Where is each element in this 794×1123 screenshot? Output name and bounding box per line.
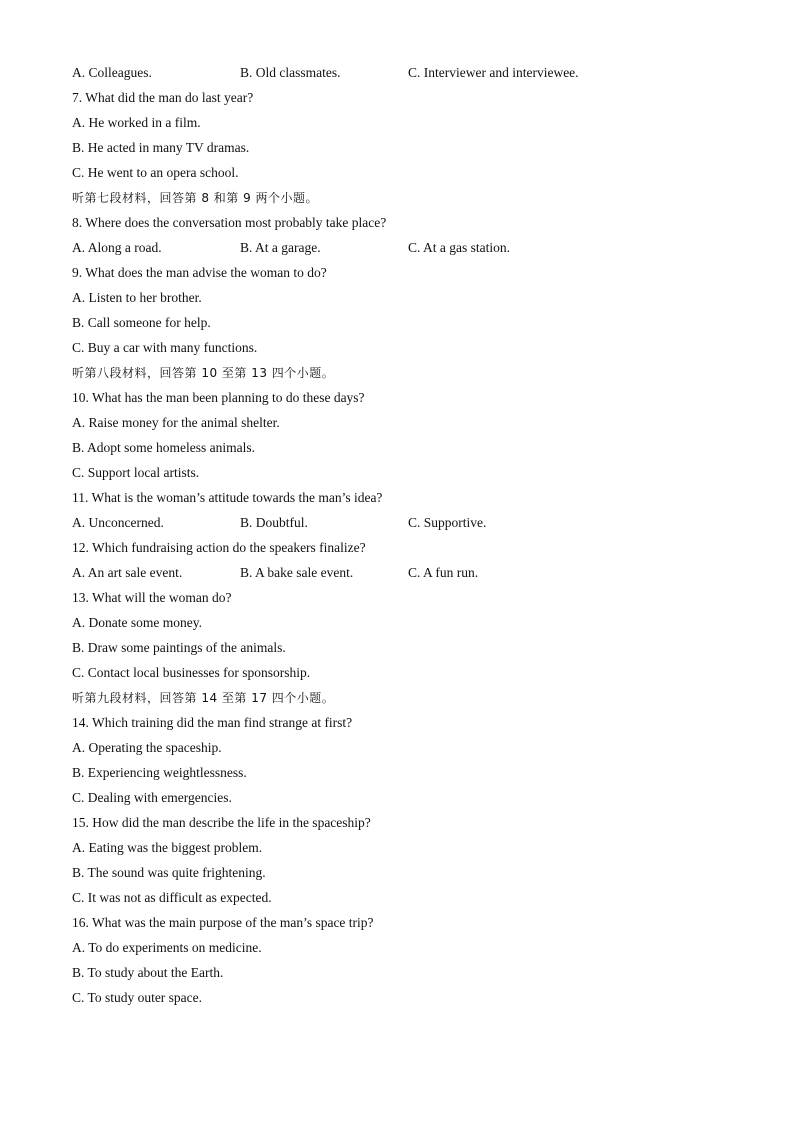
- q12-options: [72, 564, 732, 589]
- q11-option-b: B. Doubtful.: [240, 515, 308, 530]
- q16-option-c: C. To study outer space.: [72, 990, 203, 1005]
- q7-question: 7. What did the man do last year?: [72, 90, 254, 105]
- section-9-instruction: 听第九段材料，回答第 14 至第 17 四个小题。: [72, 691, 335, 705]
- q6-option-a: A. Colleagues.: [72, 65, 152, 80]
- q11-option-a: A. Unconcerned.: [72, 515, 164, 530]
- q8-option-a: A. Along a road.: [72, 240, 162, 255]
- q13-option-c: C. Contact local businesses for sponsorship.: [72, 665, 311, 680]
- q9-option-c: C. Buy a car with many functions.: [72, 340, 258, 355]
- q10-option-c: C. Support local artists.: [72, 465, 200, 480]
- q11-question: 11. What is the woman’s attitude towards the man’s idea?: [72, 490, 383, 505]
- q15-option-a: A. Eating was the biggest problem.: [72, 840, 263, 855]
- q15-option-b: B. The sound was quite frightening.: [72, 865, 266, 880]
- q9-option-b: B. Call someone for help.: [72, 315, 211, 330]
- q12-option-c: C. A fun run.: [408, 565, 479, 580]
- q12-question: 12. Which fundraising action do the speakers finalize?: [72, 540, 366, 555]
- q16-option-a: A. To do experiments on medicine.: [72, 940, 262, 955]
- q7-option-b: B. He acted in many TV dramas.: [72, 140, 250, 155]
- q6-option-b: B. Old classmates.: [240, 65, 341, 80]
- q14-question: 14. Which training did the man find strange at first?: [72, 715, 353, 730]
- q12-option-b: B. A bake sale event.: [240, 565, 354, 580]
- q7-option-a: A. He worked in a film.: [72, 115, 201, 130]
- q10-option-a: A. Raise money for the animal shelter.: [72, 415, 280, 430]
- q8-option-b: B. At a garage.: [240, 240, 321, 255]
- q14-option-a: A. Operating the spaceship.: [72, 740, 222, 755]
- q11-options: [72, 514, 732, 539]
- q7-option-c: C. He went to an opera school.: [72, 165, 239, 180]
- q13-option-a: A. Donate some money.: [72, 615, 202, 630]
- q16-question: 16. What was the main purpose of the man’s space trip?: [72, 915, 374, 930]
- q8-options: [72, 239, 732, 264]
- q8-option-c: C. At a gas station.: [408, 240, 510, 255]
- q9-question: 9. What does the man advise the woman to do?: [72, 265, 327, 280]
- q6-option-c: C. Interviewer and interviewee.: [408, 65, 579, 80]
- q13-question: 13. What will the woman do?: [72, 590, 232, 605]
- q9-option-a: A. Listen to her brother.: [72, 290, 202, 305]
- q6-options: [72, 64, 732, 89]
- q13-option-b: B. Draw some paintings of the animals.: [72, 640, 286, 655]
- q10-question: 10. What has the man been planning to do these days?: [72, 390, 365, 405]
- q12-option-a: A. An art sale event.: [72, 565, 183, 580]
- q16-option-b: B. To study about the Earth.: [72, 965, 224, 980]
- section-7-instruction: 听第七段材料，回答第 8 和第 9 两个小题。: [72, 191, 319, 205]
- q15-option-c: C. It was not as difficult as expected.: [72, 890, 272, 905]
- section-8-instruction: 听第八段材料，回答第 10 至第 13 四个小题。: [72, 366, 335, 380]
- q14-option-c: C. Dealing with emergencies.: [72, 790, 232, 805]
- q11-option-c: C. Supportive.: [408, 515, 487, 530]
- q15-question: 15. How did the man describe the life in the spaceship?: [72, 815, 371, 830]
- q10-option-b: B. Adopt some homeless animals.: [72, 440, 255, 455]
- q14-option-b: B. Experiencing weightlessness.: [72, 765, 247, 780]
- q8-question: 8. Where does the conversation most probably take place?: [72, 215, 387, 230]
- exam-page: [72, 64, 732, 1014]
